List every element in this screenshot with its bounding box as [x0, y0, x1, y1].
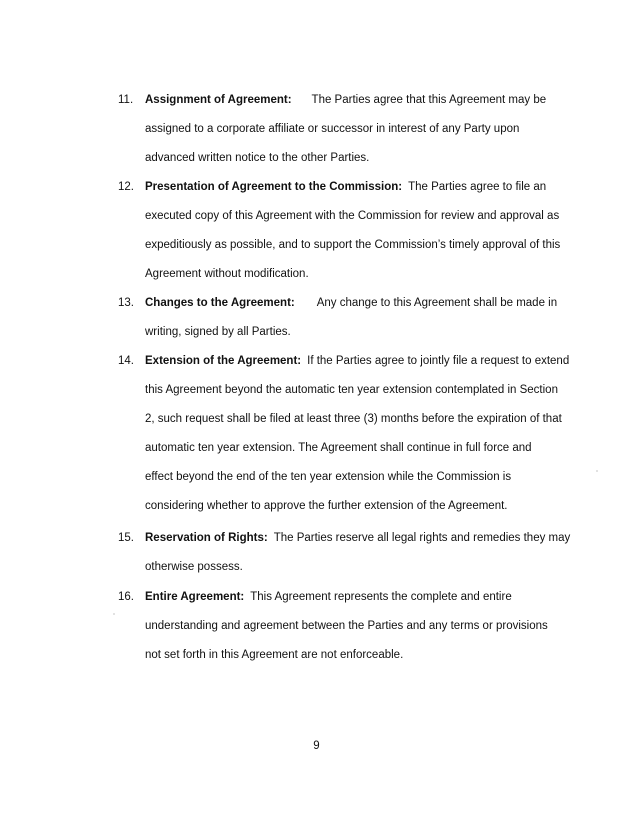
- section-text: This Agreement represents the complete and entire: [250, 591, 512, 603]
- section-line: Agreement without modification.: [145, 268, 309, 280]
- section-14: [118, 347, 588, 521]
- section-line: this Agreement beyond the automatic ten year extension contemplated in Section: [145, 384, 558, 396]
- section-line: writing, signed by all Parties.: [145, 326, 291, 338]
- section-line: [145, 524, 588, 553]
- section-number: 14.: [118, 355, 134, 367]
- section-text: The Parties agree that this Agreement may be: [311, 94, 547, 106]
- scan-speck: [596, 470, 598, 472]
- section-heading: Assignment of Agreement:: [145, 94, 292, 106]
- scan-speck: [113, 613, 115, 615]
- section-line: not set forth in this Agreement are not enforceable.: [145, 649, 404, 661]
- section-number: 12.: [118, 181, 134, 193]
- page-number: 9: [313, 740, 320, 752]
- section-number: 11.: [118, 94, 134, 106]
- section-line: assigned to a corporate affiliate or successor in interest of any Party upon: [145, 123, 520, 135]
- section-line: advanced written notice to the other Parties.: [145, 152, 370, 164]
- section-text: The Parties agree to file an: [408, 181, 547, 193]
- section-number: 15.: [118, 532, 134, 544]
- section-13: [118, 289, 588, 347]
- section-number: 16.: [118, 591, 134, 603]
- section-line: automatic ten year extension. The Agreement shall continue in full force and: [145, 442, 532, 454]
- section-line: expeditiously as possible, and to support the Commission’s timely approval of this: [145, 239, 561, 251]
- section-heading: Entire Agreement:: [145, 591, 245, 603]
- section-16: [118, 583, 588, 670]
- section-line: [145, 173, 588, 202]
- section-line: [145, 86, 588, 115]
- section-line: otherwise possess.: [145, 561, 243, 573]
- section-line: considering whether to approve the further extension of the Agreement.: [145, 500, 508, 512]
- section-12: [118, 173, 588, 289]
- section-heading: Extension of the Agreement:: [145, 355, 302, 367]
- section-line: understanding and agreement between the Parties and any terms or provisions: [145, 620, 548, 632]
- section-line: effect beyond the end of the ten year extension while the Commission is: [145, 471, 512, 483]
- section-heading: Changes to the Agreement:: [145, 297, 295, 309]
- section-line: [145, 583, 588, 612]
- section-number: 13.: [118, 297, 134, 309]
- section-text: The Parties reserve all legal rights and remedies they may: [273, 532, 571, 544]
- section-text: Any change to this Agreement shall be made in: [316, 297, 558, 309]
- section-15: [118, 524, 588, 582]
- section-heading: Reservation of Rights:: [145, 532, 268, 544]
- section-line: [145, 347, 588, 376]
- section-line: 2, such request shall be filed at least three (3) months before the expiration of that: [145, 413, 562, 425]
- section-line: [145, 289, 588, 318]
- section-11: [118, 86, 588, 173]
- section-heading: Presentation of Agreement to the Commission:: [145, 181, 403, 193]
- section-text: If the Parties agree to jointly file a request to extend: [307, 355, 570, 367]
- section-line: executed copy of this Agreement with the Commission for review and approval as: [145, 210, 560, 222]
